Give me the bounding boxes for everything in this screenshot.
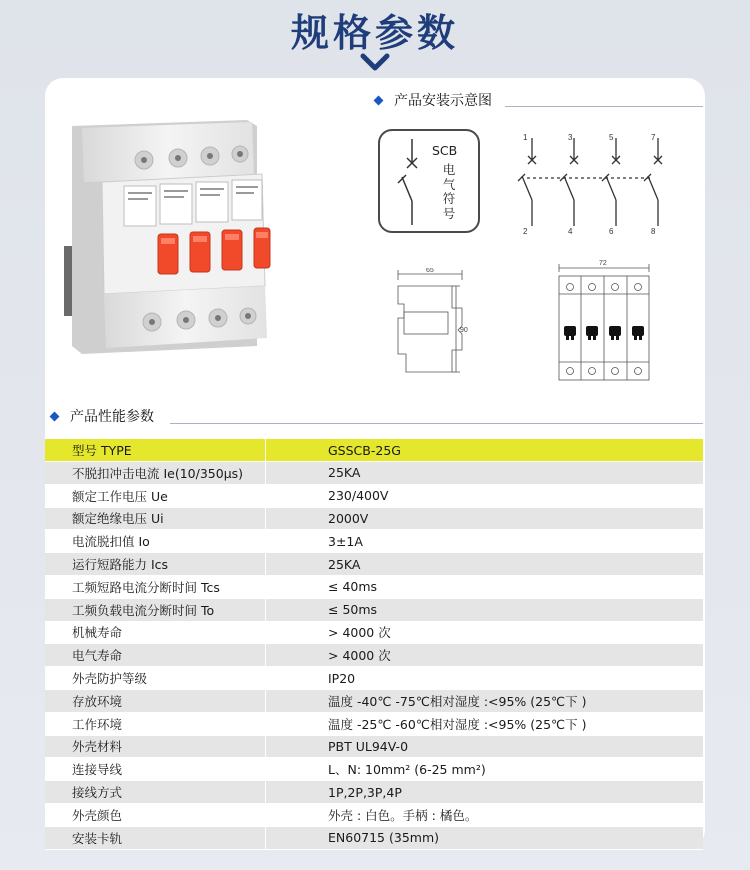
front-dimension-drawing bbox=[555, 258, 655, 388]
page-title: 规格参数 bbox=[290, 11, 459, 55]
pole-bottom-6: 6 bbox=[609, 227, 614, 236]
param-value: 1P,2P,3P,4P bbox=[266, 781, 704, 804]
install-header-rule bbox=[505, 106, 703, 107]
pole-bottom-2: 2 bbox=[523, 227, 528, 236]
pole-bottom-4: 4 bbox=[568, 227, 573, 236]
install-section-title: 产品安装示意图 bbox=[394, 93, 492, 109]
spec-table bbox=[45, 439, 703, 850]
header-value: GSSCB-25G bbox=[266, 439, 704, 462]
diamond-bullet-icon bbox=[50, 411, 60, 421]
header-label: 型号 TYPE bbox=[45, 439, 266, 462]
table-row bbox=[45, 803, 703, 826]
table-row bbox=[45, 712, 703, 735]
table-header-row bbox=[45, 439, 703, 462]
table-row bbox=[45, 462, 703, 485]
param-value: ≤ 50ms bbox=[266, 598, 704, 621]
param-value: L、N: 10mm² (6-25 mm²) bbox=[266, 758, 704, 781]
table-row bbox=[45, 781, 703, 804]
param-value: 25KA bbox=[266, 553, 704, 576]
install-section-header bbox=[375, 90, 492, 110]
table-row bbox=[45, 689, 703, 712]
param-value: ≤ 40ms bbox=[266, 575, 704, 598]
param-value: > 4000 次 bbox=[266, 644, 704, 667]
diamond-bullet-icon bbox=[374, 95, 384, 105]
param-value: EN60715 (35mm) bbox=[266, 826, 704, 849]
param-label: 存放环境 bbox=[45, 689, 266, 712]
param-label: 安装卡轨 bbox=[45, 826, 266, 849]
content-card bbox=[45, 78, 705, 848]
param-value: 3±1A bbox=[266, 530, 704, 553]
performance-section-title: 产品性能参数 bbox=[70, 409, 154, 425]
param-label: 电流脱扣值 Io bbox=[45, 530, 266, 553]
param-value: 温度 -25℃ -60℃相对湿度 :<95% (25℃下 ) bbox=[266, 712, 704, 735]
table-row bbox=[45, 621, 703, 644]
pole-bottom-8: 8 bbox=[651, 227, 656, 236]
breaker-symbol-icon bbox=[394, 139, 430, 225]
param-label: 运行短路能力 Ics bbox=[45, 553, 266, 576]
product-image bbox=[62, 116, 292, 361]
table-row bbox=[45, 758, 703, 781]
dim-side-height: 90 bbox=[460, 327, 468, 334]
table-row bbox=[45, 598, 703, 621]
pole-top-5: 5 bbox=[609, 134, 614, 142]
param-label: 外壳防护等级 bbox=[45, 667, 266, 690]
table-row bbox=[45, 735, 703, 758]
table-row bbox=[45, 530, 703, 553]
param-value: 外壳 : 白色。手柄 : 橘色。 bbox=[266, 803, 704, 826]
param-value: IP20 bbox=[266, 667, 704, 690]
param-label: 工频负载电流分断时间 To bbox=[45, 598, 266, 621]
pole-top-7: 7 bbox=[651, 134, 656, 142]
param-label: 连接导线 bbox=[45, 758, 266, 781]
table-row bbox=[45, 644, 703, 667]
param-label: 外壳颜色 bbox=[45, 803, 266, 826]
chevron-down-icon bbox=[359, 52, 391, 74]
pole-top-1: 1 bbox=[523, 134, 528, 142]
param-label: 额定绝缘电压 Ui bbox=[45, 507, 266, 530]
table-row bbox=[45, 667, 703, 690]
param-value: 2000V bbox=[266, 507, 704, 530]
table-row bbox=[45, 553, 703, 576]
scb-symbol-box bbox=[378, 129, 480, 233]
table-row bbox=[45, 826, 703, 849]
table-row bbox=[45, 484, 703, 507]
param-value: > 4000 次 bbox=[266, 621, 704, 644]
param-label: 电气寿命 bbox=[45, 644, 266, 667]
performance-header-rule bbox=[170, 423, 703, 424]
param-label: 机械寿命 bbox=[45, 621, 266, 644]
side-dimension-drawing bbox=[390, 268, 475, 388]
dim-side-width: 65 bbox=[426, 268, 434, 274]
param-label: 额定工作电压 Ue bbox=[45, 484, 266, 507]
four-pole-symbol bbox=[508, 134, 668, 238]
param-value: PBT UL94V-0 bbox=[266, 735, 704, 758]
performance-section-header bbox=[51, 406, 154, 426]
param-label: 外壳材料 bbox=[45, 735, 266, 758]
scb-caption: 电气符号 bbox=[442, 162, 456, 221]
param-label: 不脱扣冲击电流 Ie(10/350μs) bbox=[45, 462, 266, 485]
param-label: 工频短路电流分断时间 Tcs bbox=[45, 575, 266, 598]
param-label: 接线方式 bbox=[45, 781, 266, 804]
table-row bbox=[45, 507, 703, 530]
param-label: 工作环境 bbox=[45, 712, 266, 735]
param-value: 230/400V bbox=[266, 484, 704, 507]
pole-top-3: 3 bbox=[568, 134, 573, 142]
param-value: 温度 -40℃ -75℃相对湿度 :<95% (25℃下 ) bbox=[266, 689, 704, 712]
table-row bbox=[45, 575, 703, 598]
scb-code: SCB bbox=[432, 143, 458, 158]
dim-front-width: 72 bbox=[599, 260, 607, 267]
param-value: 25KA bbox=[266, 462, 704, 485]
